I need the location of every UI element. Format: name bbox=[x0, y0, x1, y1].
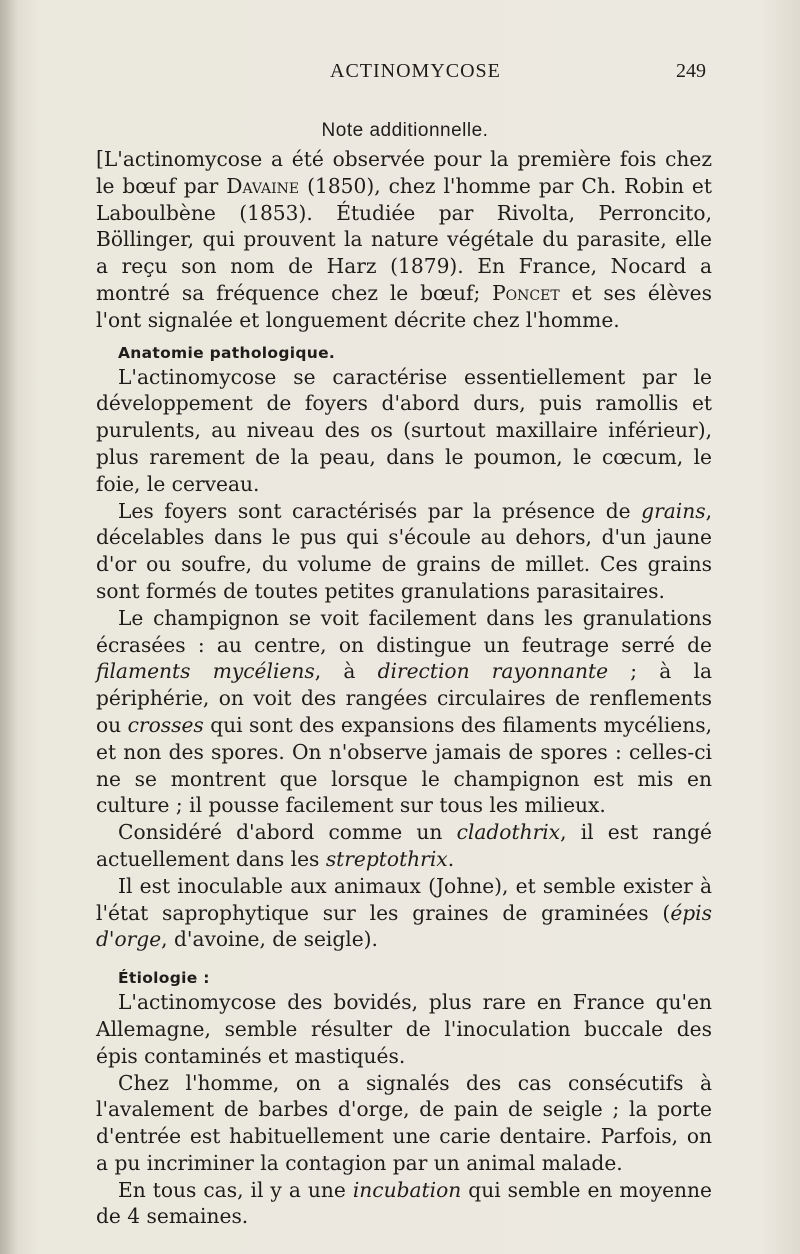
anatomie-paragraph-5: Il est inoculable aux animaux (Johne), et semble exister à l'état saprophytique sur les graines de graminées (épis d'orge, d'avoine, de seigle). bbox=[96, 873, 712, 952]
author-poncet: Poncet bbox=[492, 280, 560, 305]
anatomie-paragraph-1: L'actinomycose se caractérise essentiellement par le développement de foyers d'abord durs, puis ramollis et purulents, au niveau des os (surtout maxillaire inférieur), plus rarement de la peau, dans le poumon, le cœcum, le foie, le cerveau. bbox=[96, 364, 712, 496]
page-number: 249 bbox=[676, 60, 706, 82]
term-epis: épis d'orge bbox=[96, 900, 712, 952]
etiologie-paragraph-3: En tous cas, il y a une incubation qui semble en moyenne de 4 semaines. bbox=[96, 1177, 712, 1229]
text-body bbox=[96, 146, 712, 1230]
term-cladothrix: cladothrix bbox=[456, 820, 561, 845]
intro-paragraph: [L'actinomycose a été observée pour la première fois chez le bœuf par Davaine (1850), chez l'homme par Ch. Robin et Laboulbène (1853). Étudiée par Rivolta, Perroncito, Böllinger, qui prouvent la nature végétale du parasite, elle a reçu son nom de Harz (1879). En France, Nocard a montré sa fréquence chez le bœuf; Poncet et ses élèves l'ont signalée et longuement décrite chez l'homme. bbox=[96, 147, 712, 332]
term-direction: direction rayonnante bbox=[377, 659, 609, 684]
term-grains: grains bbox=[641, 498, 706, 523]
etiologie-paragraph-2: Chez l'homme, on a signalés des cas consécutifs à l'avalement de barbes d'orge, de pain de seigle ; la porte d'entrée est habituellement une carie dentaire. Parfois, on a pu incriminer la contagion par un animal malade. bbox=[96, 1070, 712, 1175]
anatomie-paragraph-4: Considéré d'abord comme un cladothrix, il est rangé actuellement dans les streptothrix. bbox=[96, 820, 712, 871]
running-head bbox=[0, 60, 800, 90]
term-filaments: filaments mycéliens bbox=[96, 659, 315, 684]
term-streptothrix: streptothrix bbox=[325, 846, 448, 871]
section-heading-anatomie: Anatomie pathologique. bbox=[118, 343, 336, 362]
etiologie-paragraph-1: L'actinomycose des bovidés, plus rare en France qu'en Allemagne, semble résulter de l'inoculation buccale des épis contaminés et mastiqués. bbox=[96, 990, 712, 1068]
gutter-shadow bbox=[0, 0, 18, 1254]
running-title: ACTINOMYCOSE bbox=[330, 60, 501, 82]
note-title: Note additionnelle. bbox=[321, 120, 489, 141]
term-incubation: incubation bbox=[352, 1177, 462, 1202]
author-davaine: Davaine bbox=[226, 173, 300, 198]
term-crosses: crosses bbox=[127, 712, 204, 737]
section-heading-etiologie: Étiologie : bbox=[118, 969, 210, 988]
anatomie-paragraph-3: Le champignon se voit facilement dans les granulations écrasées : au centre, on distingue un feutrage serré de filaments mycéliens, à direction rayonnante ; à la périphérie, on voit des rangées circulaires de renflements ou crosses qui sont des expansions des filaments mycéliens, et non des spores. On n'observe jamais de spores : celles-ci ne se montrent que lorsque le champignon est mis en culture ; il pousse facilement sur tous les milieux. bbox=[96, 605, 712, 818]
anatomie-paragraph-2: Les foyers sont caractérisés par la présence de grains, décelables dans le pus qui s'écoule au dehors, d'un jaune d'or ou soufre, du volume de grains de millet. Ces grains sont formés de toutes petites granulations parasitaires. bbox=[96, 498, 712, 603]
